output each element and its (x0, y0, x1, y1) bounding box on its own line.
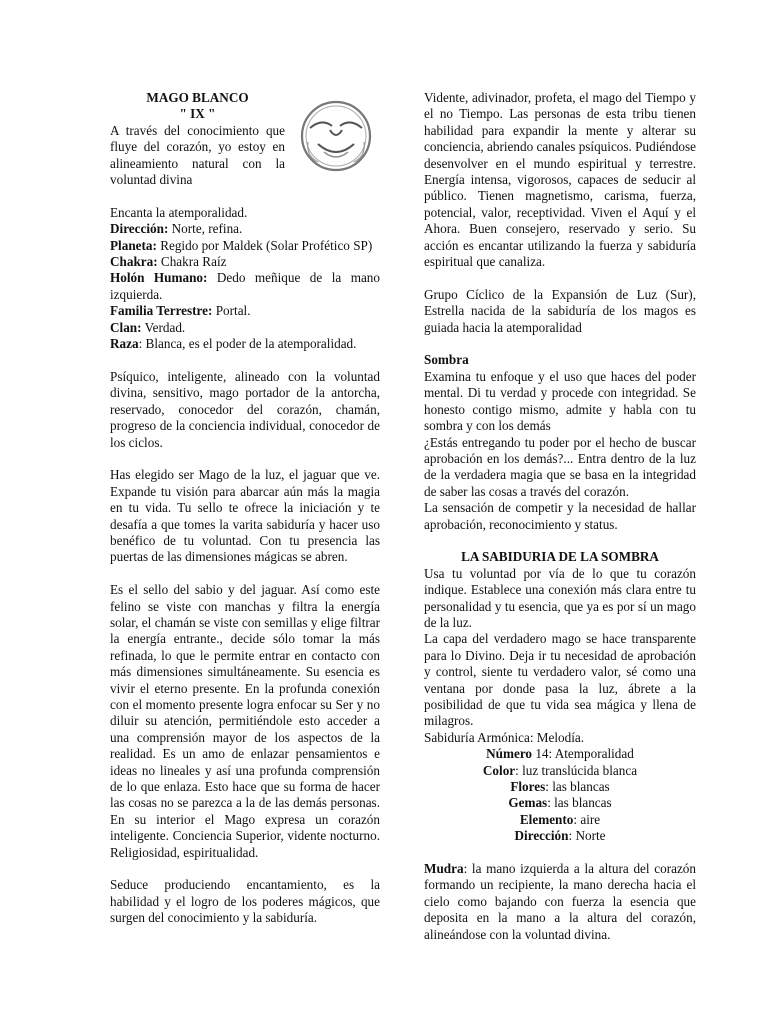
mudra-paragraph: Mudra: la mano izquierda a la altura del corazón formando un recipiente, la mano derecha hacia el cielo como bajando con fuerza la esencia que deposita en la mano a la altura del corazón, alineándose con la voluntad divina. (424, 861, 696, 942)
page-subtitle: " IX " (179, 106, 216, 122)
attribute-line: Flores: las blancas (510, 779, 610, 795)
right-column (424, 90, 696, 943)
paragraph: Seduce produciendo encantamiento, es la habilidad y el logro de los poderes mágicos, que surgen del conocimiento y la sabiduría. (110, 877, 380, 926)
paragraph: La sensación de competir y la necesidad de hallar aprobación, reconocimiento y status. (424, 500, 696, 532)
attribute-line: Dirección: Norte (514, 828, 606, 844)
attribute-line: Raza: Blanca, es el poder de la atemporalidad. (110, 336, 357, 352)
section-heading: LA SABIDURIA DE LA SOMBRA (461, 549, 659, 565)
attribute-list (110, 205, 380, 353)
paragraph: Sabiduría Armónica: Melodía. (424, 729, 585, 745)
paragraph: Psíquico, inteligente, alineado con la voluntad divina, sensitivo, mago portador de la antorcha, reservado, conocedor del corazón, chamán, progreso de la conciencia individual, conocedor de los ciclos. (110, 368, 380, 450)
paragraph: Es el sello del sabio y del jaguar. Así como este felino se viste con manchas y filtra la energía solar, el chamán se viste con semillas y elige filtrar la energía entrante., decide sólo tomar la más refinada, lo que le permite entrar en contacto con más dimensiones simultáneamente. Su esencia es vivir el eterno presente. En la profunda conexión con el momento presente logra enfocar su Ser y no diluir su atención, permitiéndole esto acceder a una comprensión mayor de los aspectos de la realidad. Es un amo de enlazar pensamientos e ideas no lineales y así una profunda comprensión de lo que enlaza. Esto hace que su forma de hacer las cosas no se parezca a la de las demás personas. En su interior el Mago expresa un corazón inteligente. Conciencia Superior, vidente nocturno. Religiosidad, espiritualidad. (110, 582, 380, 860)
paragraph: Examina tu enfoque y el uso que haces del poder mental. Di tu verdad y procede con integridad. Se honesto contigo mismo, admite y habla con tu sombra y con los demás (424, 368, 696, 434)
attribute-line: Dirección: Norte, refina. (110, 221, 243, 237)
paragraph: Usa tu voluntad por vía de lo que tu corazón indique. Establece una conexión más clara entre tu personalidad y tu esencia, que ya es por sí un mago de la luz. (424, 565, 696, 630)
paragraph: ¿Estás entregando tu poder por el hecho de buscar aprobación en los demás?... Entra dentro de la luz de la verdadera magia que se basa en la integridad de saber las cosas a través del corazón. (424, 434, 696, 499)
sombra-heading: Sombra (424, 352, 469, 368)
paragraph: Grupo Cíclico de la Expansión de Luz (Sur), Estrella nacida de la sabiduría de los magos es guiada hacia la atemporalidad (424, 286, 696, 335)
paragraph: La capa del verdadero mago se hace transparente para lo Divino. Deja ir tu necesidad de aprobación y control, siente tu verdadero valor, sé como una ventana por donde pasa la luz, ábrete a la posibilidad de que tu vida sea mágica y llena de milagros. (424, 631, 696, 729)
attribute-line: Holón Humano: Dedo meñique de la mano izquierda. (110, 270, 380, 302)
attribute-line: Gemas: las blancas (508, 795, 612, 811)
attribute-line: Elemento: aire (519, 811, 601, 827)
attribute-line: Familia Terrestre: Portal. (110, 303, 251, 319)
attribute-line: Color: luz translúcida blanca (482, 762, 638, 778)
attribute-line: Planeta: Regido por Maldek (Solar Profético SP) (110, 237, 373, 253)
attribute-line: Número 14: Atemporalidad (486, 746, 634, 762)
attribute-line: Clan: Verdad. (110, 319, 186, 335)
paragraph: Has elegido ser Mago de la luz, el jaguar que ve. Expande tu visión para abarcar aún más la magia en tu vida. Tu sello te ofrece la iniciación y te desafía a que tomes la varita sabiduría y hacer uso benéfico de tu voluntad. Con tu presencia las puertas de las dimensiones mágicas se abren. (110, 467, 380, 565)
intro-paragraph: A través del conocimiento que fluye del corazón, yo estoy en alineamiento natural con la voluntad divina (110, 122, 285, 188)
attribute-list (424, 746, 696, 844)
attribute-line: Encanta la atemporalidad. (110, 204, 248, 220)
paragraph: Vidente, adivinador, profeta, el mago del Tiempo y el no Tiempo. Las personas de esta tribu tienen habilidad para expandir la mente y alterar su conciencia, abriendo canales psíquicos. Pudiéndose desenvolver en el mundo espiritual y terrestre. Energía intensa, vigorosos, capaces de seducir al público. Tienen magnetismo, carisma, fuerza, potencial, valor, receptividad. Viven el Aquí y el Ahora. Buen consejero, reservado y serio. Su acción es encantar utilizando la fuerza y sabiduría espiritual que canaliza. (424, 90, 696, 270)
page-title: MAGO BLANCO (146, 90, 249, 105)
left-column (110, 90, 380, 927)
attribute-line: Chakra: Chakra Raíz (110, 254, 227, 270)
